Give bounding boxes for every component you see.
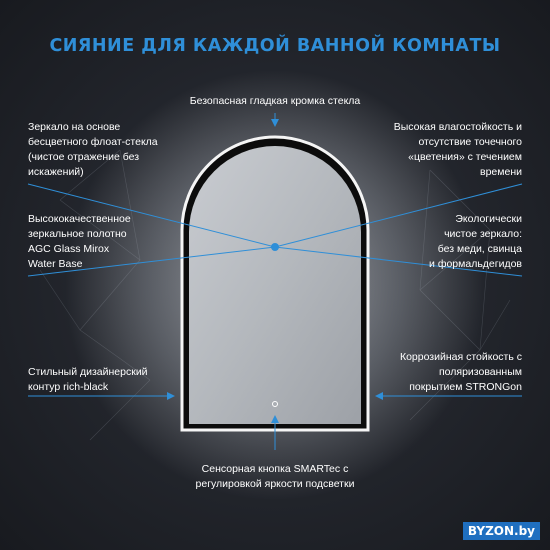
label-top: Безопасная гладкая кромка стекла: [189, 95, 361, 107]
label-right-2: Экологически чистое зеркало: без меди, свинца и формальдегидов: [429, 213, 522, 270]
mirror-glass: [189, 146, 361, 424]
label-right-3: Коррозийная стойкость с поляризованным покрытием STRONGon: [399, 351, 522, 393]
label-right-1: Высокая влагостойкость и отсутствие точечного «цветения» с течением времени: [393, 121, 522, 178]
brand-logo: BYZON.by: [463, 522, 540, 540]
label-bottom: Сенсорная кнопка SMARTec с регулировкой яркости подсветки: [195, 463, 355, 490]
label-left-2: Высококачественное зеркальное полотно AGC Glass Mirox Water Base: [28, 213, 131, 270]
page-title: СИЯНИЕ ДЛЯ КАЖДОЙ ВАННОЙ КОМНАТЫ: [49, 36, 501, 56]
label-left-3: Стильный дизайнерский контур rich-black: [28, 366, 148, 393]
label-left-1: Зеркало на основе бесцветного флоат-стекла (чистое отражение без искажений): [28, 121, 158, 178]
